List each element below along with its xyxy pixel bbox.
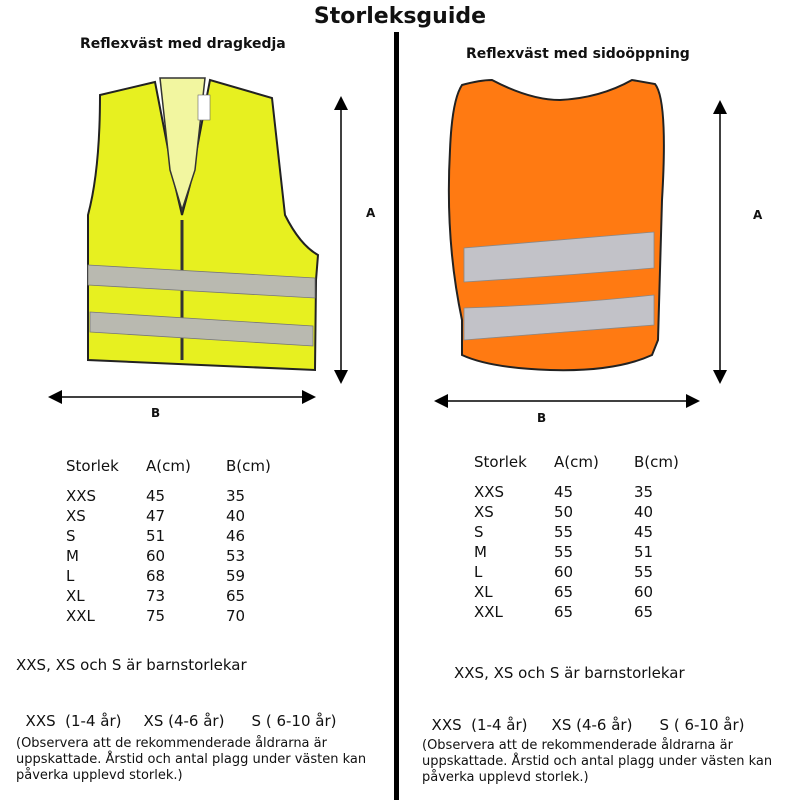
age-s: S ( 6-10 år) (659, 716, 745, 734)
table-row (66, 506, 271, 526)
size-cell: XXS (66, 487, 97, 505)
b-cell: 46 (226, 527, 246, 545)
page-title: Storleksguide (313, 4, 487, 29)
a-cell: 73 (146, 587, 166, 605)
size-cell: L (474, 563, 483, 581)
size-cell: XS (66, 507, 86, 525)
table-row (66, 486, 271, 506)
b-cell: 53 (226, 547, 246, 565)
right-disclaimer: (Observera att de rekommenderade åldrarna är uppskattade. Årstid och antal plagg under västen kan påverka upplevd storlek.) (422, 738, 773, 785)
age-xxs: XXS (1-4 år) (25, 712, 122, 730)
age-s: S ( 6-10 år) (251, 712, 337, 730)
a-cell: 47 (146, 507, 166, 525)
a-cell: 60 (554, 563, 574, 581)
left-dim-b-label: B (151, 406, 161, 420)
b-cell: 65 (634, 603, 654, 621)
b-cell: 65 (226, 587, 246, 605)
right-size-table (474, 452, 679, 622)
table-row (66, 606, 271, 626)
left-size-table (66, 456, 271, 626)
a-cell: 55 (554, 543, 574, 561)
size-cell: M (66, 547, 79, 565)
right-kids-note: XXS, XS och S är barnstorlekar (454, 664, 685, 682)
left-dim-a-label: A (366, 206, 376, 220)
a-cell: 51 (146, 527, 166, 545)
table-row (474, 582, 679, 602)
header-b: B(cm) (634, 453, 679, 471)
size-cell: M (474, 543, 487, 561)
b-cell: 51 (634, 543, 654, 561)
age-xs: XS (4-6 år) (551, 716, 633, 734)
left-subtitle: Reflexväst med dragkedja (80, 36, 286, 52)
right-subtitle: Reflexväst med sidoöppning (466, 46, 690, 62)
left-disclaimer: (Observera att de rekommenderade åldrarna är uppskattade. Årstid och antal plagg under västen kan påverka upplevd storlek.) (16, 736, 367, 783)
table-row (66, 586, 271, 606)
b-cell: 40 (226, 507, 246, 525)
header-a: A(cm) (146, 457, 191, 475)
size-cell: L (66, 567, 75, 585)
table-row (66, 526, 271, 546)
header-size: Storlek (474, 453, 527, 471)
a-cell: 68 (146, 567, 166, 585)
size-cell: S (474, 523, 484, 541)
table-header-row (474, 452, 679, 482)
table-row (474, 562, 679, 582)
b-cell: 59 (226, 567, 246, 585)
a-cell: 55 (554, 523, 574, 541)
a-cell: 65 (554, 603, 574, 621)
table-row (474, 602, 679, 622)
a-cell: 60 (146, 547, 166, 565)
b-cell: 35 (634, 483, 654, 501)
b-cell: 35 (226, 487, 246, 505)
table-row (66, 546, 271, 566)
orange-side-opening-vest-image (400, 0, 800, 430)
b-cell: 55 (634, 563, 654, 581)
size-cell: XXL (474, 603, 503, 621)
a-cell: 65 (554, 583, 574, 601)
table-header-row (66, 456, 271, 486)
b-cell: 70 (226, 607, 246, 625)
yellow-zip-vest-image (0, 0, 395, 430)
table-row (66, 566, 271, 586)
right-dim-a-label: A (753, 208, 763, 222)
left-kids-note: XXS, XS och S är barnstorlekar (16, 656, 247, 674)
right-age-ranges (422, 698, 744, 734)
a-cell: 45 (554, 483, 574, 501)
table-row (474, 482, 679, 502)
size-cell: S (66, 527, 76, 545)
age-xs: XS (4-6 år) (143, 712, 225, 730)
size-cell: XL (474, 583, 493, 601)
age-xxs: XXS (1-4 år) (431, 716, 528, 734)
b-cell: 60 (634, 583, 654, 601)
size-cell: XS (474, 503, 494, 521)
b-cell: 40 (634, 503, 654, 521)
header-a: A(cm) (554, 453, 599, 471)
a-cell: 45 (146, 487, 166, 505)
size-cell: XXS (474, 483, 505, 501)
right-dim-b-label: B (537, 411, 547, 425)
b-cell: 45 (634, 523, 654, 541)
size-cell: XL (66, 587, 85, 605)
a-cell: 50 (554, 503, 574, 521)
size-cell: XXL (66, 607, 95, 625)
table-row (474, 522, 679, 542)
table-row (474, 542, 679, 562)
left-age-ranges (16, 694, 336, 730)
header-size: Storlek (66, 457, 119, 475)
header-b: B(cm) (226, 457, 271, 475)
table-row (474, 502, 679, 522)
a-cell: 75 (146, 607, 166, 625)
